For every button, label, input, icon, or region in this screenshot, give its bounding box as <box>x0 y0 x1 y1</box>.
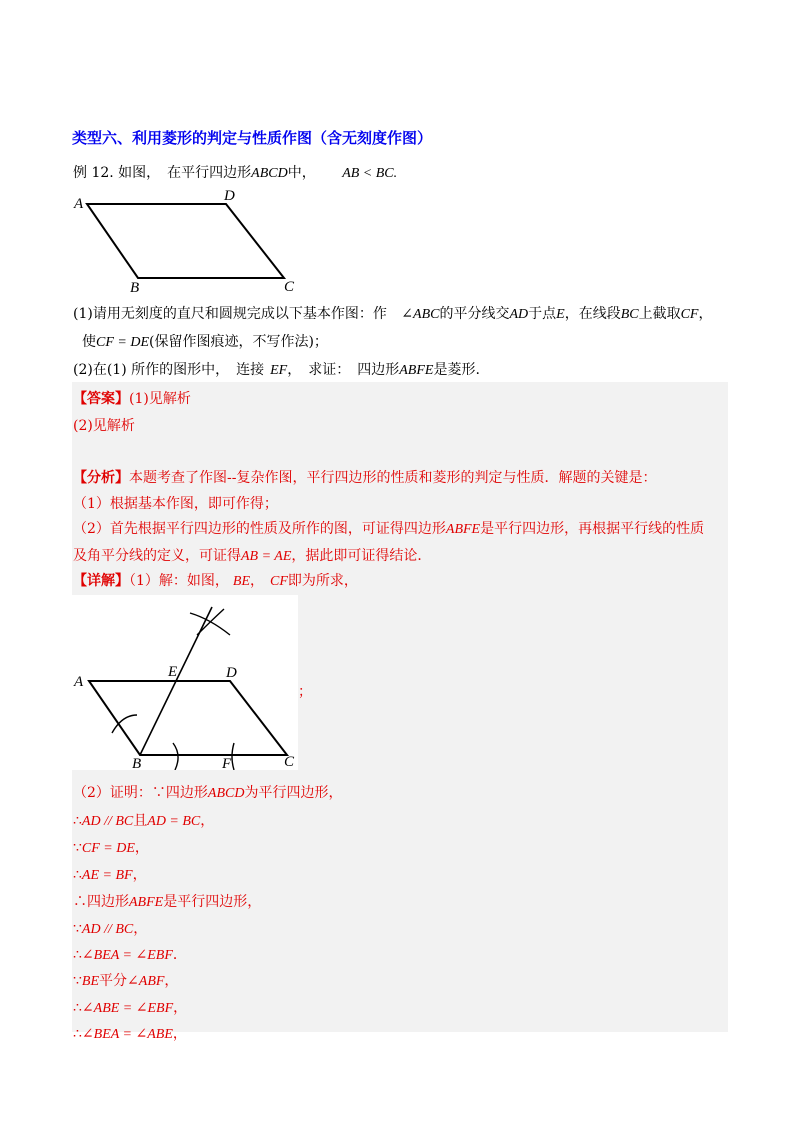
proof-text: 为平行四边形， <box>244 785 343 801</box>
analysis-text-3a: （2）首先根据平行四边形的性质及所作的图，可证得四边形 <box>73 521 446 537</box>
label-A: A <box>74 196 84 212</box>
parallelogram-shape <box>87 204 284 278</box>
arc-bottom-2 <box>232 743 234 770</box>
label-C: C <box>284 279 295 293</box>
proof-math: ∠ABE = ∠EBF <box>81 1001 174 1016</box>
proof-text: 且 <box>133 813 148 829</box>
proof-text: ， <box>173 1000 188 1016</box>
q1-equation: CF = DE <box>96 335 149 350</box>
proof-line <box>73 864 147 884</box>
proof-text: ， <box>133 921 148 937</box>
proof-line <box>73 970 178 990</box>
answer-line-2: (2)见解析 <box>73 418 135 434</box>
label2-F: F <box>222 756 232 770</box>
parallelogram-shape-2 <box>89 681 287 755</box>
proof-text: ， <box>134 840 149 856</box>
answer-line-1 <box>73 388 191 408</box>
analysis-line-1 <box>73 467 656 487</box>
label2-C: C <box>284 754 295 770</box>
proof-math: ∠BEA = ∠ABE <box>81 1027 173 1042</box>
arc-top-1 <box>190 613 230 635</box>
arc-top-2 <box>197 609 224 635</box>
proof-text: ， <box>132 867 147 883</box>
q1-ad: AD <box>509 307 529 322</box>
proof-math: AD // BC <box>81 814 134 829</box>
proof-line <box>73 1023 187 1043</box>
analysis-tag: 【分析】 <box>73 470 129 486</box>
q1-text-3: 于点 <box>528 306 557 322</box>
example-prefix: 例 12. 如图， 在平行四边形 <box>73 165 252 181</box>
arc-bottom-1 <box>173 743 178 770</box>
label-D: D <box>224 188 235 204</box>
analysis-text-1: 本题考查了作图--复杂作图，平行四边形的性质和菱形的判定与性质．解题的关键是： <box>129 470 657 486</box>
proof-line <box>73 997 187 1017</box>
proof-text: ∵ <box>73 973 82 989</box>
section-title: 类型六、利用菱形的判定与性质作图（含无刻度作图） <box>72 129 433 147</box>
construction-figure <box>72 595 298 770</box>
q1-text-5: 上截取 <box>638 306 681 322</box>
answer-1: (1)见解析 <box>129 391 191 407</box>
q2-abfe: ABFE <box>399 363 434 378</box>
analysis-line-2: （1）根据基本作图，即可作得； <box>73 496 278 512</box>
analysis-line-3 <box>73 518 704 538</box>
proof-line <box>73 837 149 857</box>
example-condition: AB < BC. <box>342 166 398 181</box>
proof-text: ∴四边形 <box>73 894 129 910</box>
proof-math: CF = DE <box>81 841 135 856</box>
proof-text: ． <box>172 947 187 963</box>
proof-line <box>73 918 147 938</box>
proof-text: ∵ <box>73 840 82 856</box>
proof-text: ∵ <box>73 921 82 937</box>
q2-text-3: 是菱形. <box>433 362 480 378</box>
detail-text-2: 即为所求， <box>287 573 358 589</box>
proof-line <box>73 944 187 964</box>
analysis-text-4c: ，据此即可证得结论． <box>291 548 432 564</box>
example-abcd: ABCD <box>251 166 288 181</box>
proof-math: ∠ABF <box>127 974 165 989</box>
q1-bc: BC <box>620 307 639 322</box>
proof-text: ∴ <box>73 813 82 829</box>
proof-math: AE = BF <box>81 868 133 883</box>
parallelogram-figure <box>70 188 300 293</box>
proof-math: BE <box>81 974 100 989</box>
q1-line2-suffix: (保留作图痕迹，不写作法)； <box>149 334 328 350</box>
proof-math: ∠BEA = ∠EBF <box>81 948 173 963</box>
proof-text: ∴ <box>73 867 82 883</box>
q2-text-2: ， 求证： 四边形 <box>287 362 400 378</box>
q1-e: E <box>556 307 565 322</box>
analysis-abfe: ABFE <box>445 522 481 537</box>
analysis-text-3c: 是平行四边形，再根据平行线的性质 <box>480 521 705 537</box>
proof-text: ， <box>172 1026 187 1042</box>
detail-be: BE <box>232 574 251 589</box>
proof-math: AD = BC <box>147 814 201 829</box>
proof-text: ， <box>200 813 215 829</box>
q2-text-1: (2)在(1) 所作的图形中， 连接 <box>73 362 265 378</box>
analysis-ab-ae: AB = AE <box>241 549 292 564</box>
q1-line2-prefix: 使 <box>82 334 96 350</box>
proof-text: ∴ <box>73 1026 82 1042</box>
proof-text: ∴ <box>73 947 82 963</box>
proof-text: 平分 <box>99 973 128 989</box>
label2-E: E <box>168 664 178 680</box>
detail-tag: 【详解】 <box>73 573 129 589</box>
q1-text-1: (1)请用无刻度的直尺和圆规完成以下基本作图：作 <box>73 306 387 322</box>
proof-text: （2）证明：∵四边形 <box>73 785 208 801</box>
analysis-text-4a: 及角平分线的定义，可证得 <box>73 548 241 564</box>
proof-math: ABFE <box>129 895 164 910</box>
proof-math: ABCD <box>207 786 245 801</box>
label2-D: D <box>226 665 237 681</box>
answer-tag: 【答案】 <box>73 391 129 407</box>
question-2 <box>73 359 480 379</box>
label2-B: B <box>132 756 142 770</box>
q1-angle: ∠ABC <box>401 307 440 322</box>
proof-line <box>73 810 214 830</box>
proof-text: 是平行四边形， <box>163 894 262 910</box>
proof-math: AD // BC <box>81 922 134 937</box>
example-statement <box>73 162 397 182</box>
arc-left <box>112 715 137 733</box>
detail-line-1 <box>73 570 358 590</box>
q2-ef: EF <box>270 363 288 378</box>
figure-semicolon: ； <box>298 684 312 700</box>
example-mid: 中， <box>287 165 316 181</box>
proof-line <box>73 891 261 911</box>
q1-cf: CF <box>680 307 699 322</box>
proof-text: ， <box>164 973 179 989</box>
detail-text-1: （1）解：如图， <box>129 573 229 589</box>
question-1-line-1 <box>73 303 712 323</box>
proof-text: ∴ <box>73 1000 82 1016</box>
analysis-line-4 <box>73 545 431 565</box>
q1-text-6: ， <box>698 306 713 322</box>
label2-A: A <box>74 674 84 690</box>
label-B: B <box>130 280 140 293</box>
question-1-line-2 <box>82 331 328 351</box>
detail-cf: CF <box>270 574 288 589</box>
proof-line <box>73 782 342 802</box>
q1-text-2: 的平分线交 <box>439 306 510 322</box>
q1-text-4: ，在线段 <box>564 306 621 322</box>
detail-sep: ， <box>250 573 265 589</box>
